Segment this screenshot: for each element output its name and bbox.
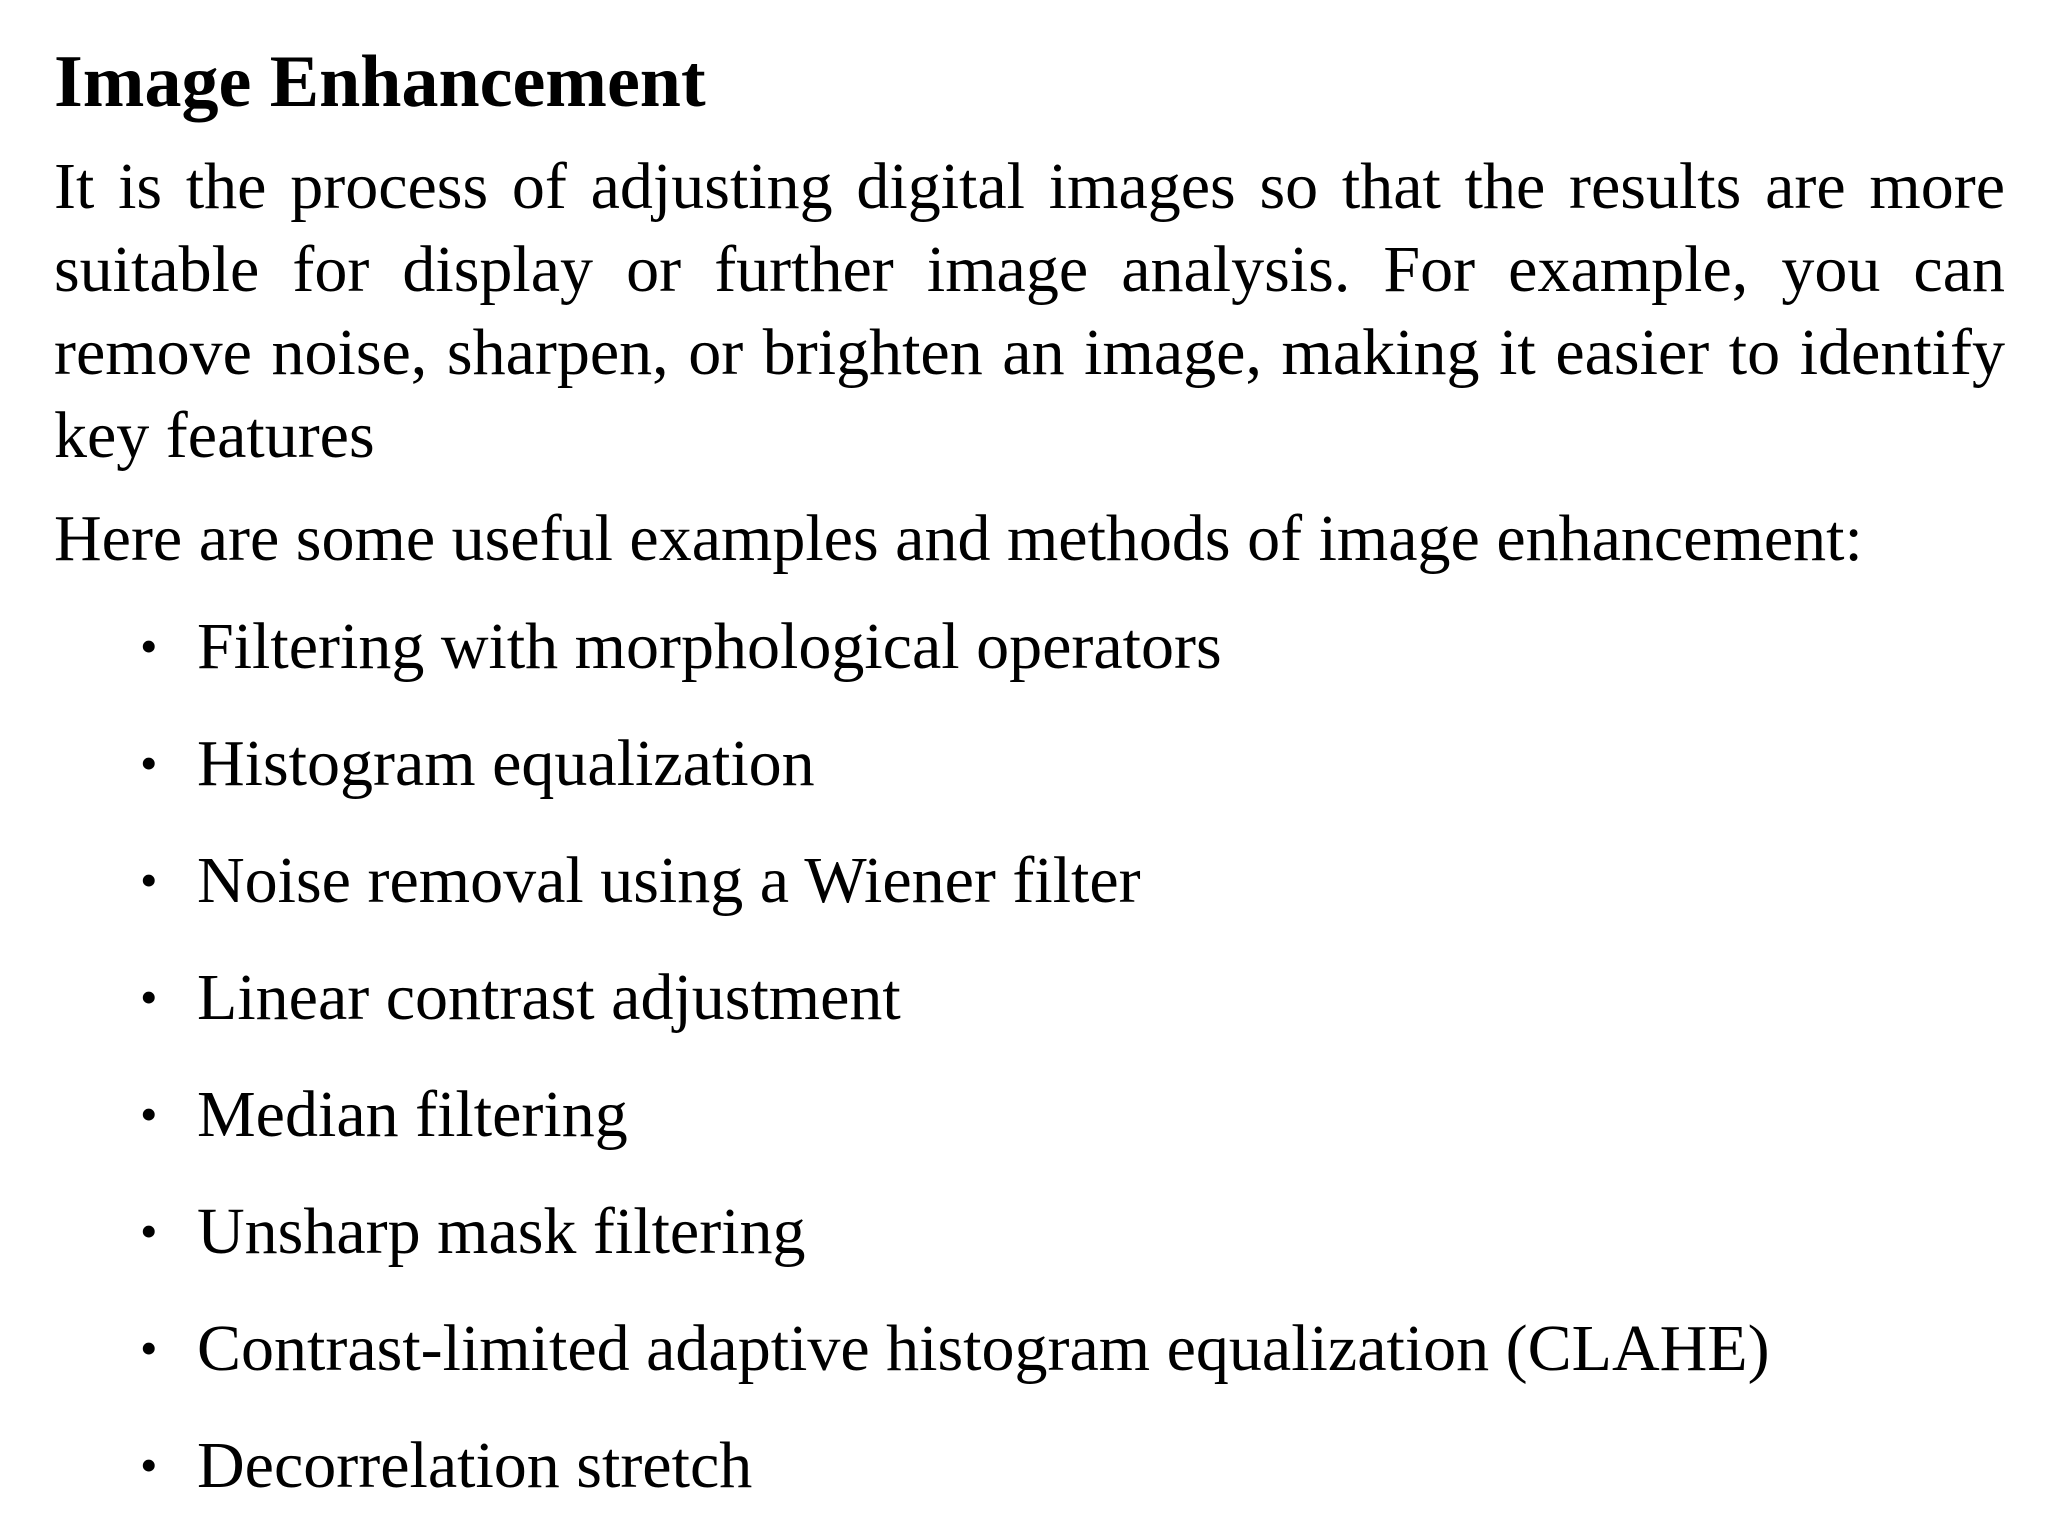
- bullet-icon: •: [140, 618, 158, 674]
- list-item-text: Median filtering: [197, 1078, 628, 1151]
- list-item: [54, 722, 1994, 805]
- list-item-text: Contrast-limited adaptive histogram equalization (CLAHE): [197, 1312, 1770, 1385]
- list-item-text: Histogram equalization: [197, 727, 815, 800]
- bullet-icon: •: [140, 852, 158, 908]
- list-item-text: Unsharp mask filtering: [197, 1195, 806, 1268]
- page-title: Image Enhancement: [54, 41, 706, 123]
- methods-list: [54, 605, 1994, 1507]
- methods-intro-paragraph: Here are some useful examples and methods of image enhancement:: [54, 502, 1863, 575]
- list-item: [54, 1073, 1994, 1156]
- list-item: [54, 605, 1994, 688]
- bullet-icon: •: [140, 969, 158, 1025]
- list-item: [54, 839, 1994, 922]
- list-item-text: Decorrelation stretch: [197, 1429, 753, 1502]
- list-item: [54, 1424, 1994, 1507]
- bullet-icon: •: [140, 735, 158, 791]
- list-item-text: Linear contrast adjustment: [197, 961, 901, 1034]
- list-item: [54, 1190, 1994, 1273]
- list-item: [54, 956, 1994, 1039]
- intro-paragraph: It is the process of adjusting digital images so that the results are more suitable for display or further image analysis. For example, you can remove noise, sharpen, or brighten an image, making it easier to identify key features: [54, 150, 2005, 472]
- list-item: [54, 1307, 1994, 1390]
- bullet-icon: •: [140, 1437, 158, 1493]
- list-item-text: Filtering with morphological operators: [197, 610, 1222, 683]
- bullet-icon: •: [140, 1320, 158, 1376]
- bullet-icon: •: [140, 1203, 158, 1259]
- list-item-text: Noise removal using a Wiener filter: [197, 844, 1141, 917]
- bullet-icon: •: [140, 1086, 158, 1142]
